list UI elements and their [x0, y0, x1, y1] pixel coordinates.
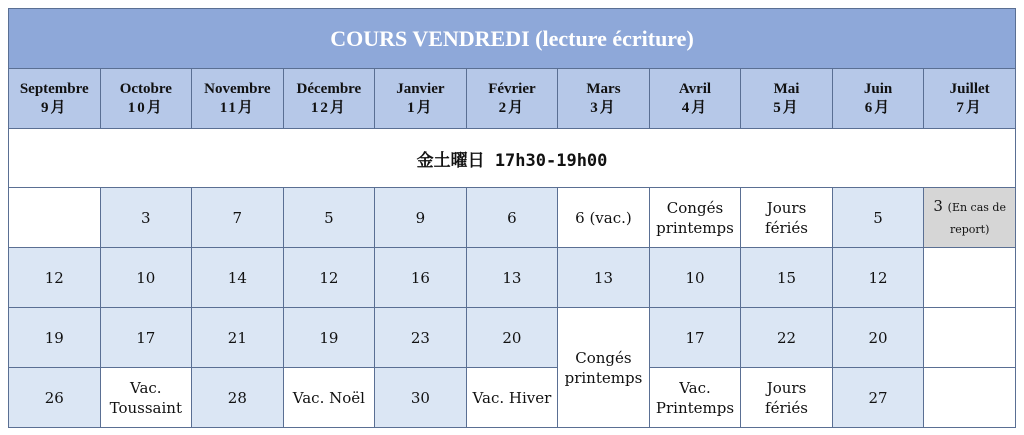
table-cell: 12 [9, 248, 101, 308]
table-cell: 13 [558, 248, 650, 308]
month-number: 3月 [590, 99, 617, 116]
table-cell: 10 [649, 248, 741, 308]
month-number: 6月 [864, 99, 892, 116]
month-header-mai [741, 69, 833, 129]
month-number: 10月 [127, 99, 164, 116]
table-cell: 9 [375, 188, 467, 248]
month-header-fevrier [466, 69, 558, 129]
table-cell: 27 [832, 368, 924, 428]
table-cell: Vac. Noël [283, 368, 375, 428]
report-note: (En cas de report) [947, 200, 1006, 236]
table-cell: 23 [375, 308, 467, 368]
table-cell: 17 [649, 308, 741, 368]
table-cell-merged: Congés printemps [558, 308, 650, 428]
month-number: 1月 [407, 99, 434, 116]
table-cell: 16 [375, 248, 467, 308]
table-cell: 20 [466, 308, 558, 368]
table-cell: 26 [9, 368, 101, 428]
table-row [9, 188, 1016, 248]
month-header-septembre [9, 69, 101, 129]
table-cell: Vac. Toussaint [100, 368, 192, 428]
table-cell: 22 [741, 308, 833, 368]
table-cell: 12 [283, 248, 375, 308]
table-cell: 6 (vac.) [558, 188, 650, 248]
month-header-decembre [283, 69, 375, 129]
table-row [9, 248, 1016, 308]
time-slot: 金土曜日 17h30-19h00 [9, 129, 1016, 188]
month-header-octobre [100, 69, 192, 129]
month-name: Décembre [296, 80, 362, 97]
table-cell [9, 188, 101, 248]
schedule-table [8, 8, 1016, 428]
table-cell: 14 [192, 248, 284, 308]
schedule-sheet [8, 8, 1016, 427]
month-name: Mai [773, 80, 800, 97]
table-row [9, 308, 1016, 368]
month-name: Juin [863, 80, 893, 97]
table-cell: 3 [100, 188, 192, 248]
month-header-janvier [375, 69, 467, 129]
table-cell: 19 [283, 308, 375, 368]
table-cell: 5 [832, 188, 924, 248]
month-name: Juillet [949, 80, 990, 97]
table-cell: Jours fériés [741, 368, 833, 428]
month-number: 7月 [956, 99, 983, 116]
table-cell: Vac. Printemps [649, 368, 741, 428]
month-header-juin [832, 69, 924, 129]
table-cell: 10 [100, 248, 192, 308]
report-date: 3 [933, 196, 943, 215]
month-name: Novembre [204, 80, 271, 97]
table-cell: 28 [192, 368, 284, 428]
table-cell: 21 [192, 308, 284, 368]
month-name: Octobre [119, 80, 172, 97]
table-cell [924, 248, 1016, 308]
table-cell [924, 308, 1016, 368]
month-header-mars [558, 69, 650, 129]
table-cell: 6 [466, 188, 558, 248]
table-cell: 12 [832, 248, 924, 308]
table-cell: 5 [283, 188, 375, 248]
month-name: Février [488, 80, 536, 97]
table-row [9, 368, 1016, 428]
month-header-row [9, 69, 1016, 129]
table-title: COURS VENDREDI (lecture écriture) [9, 9, 1016, 69]
table-cell: 19 [9, 308, 101, 368]
table-cell: 13 [466, 248, 558, 308]
table-cell: 7 [192, 188, 284, 248]
month-name: Janvier [396, 80, 445, 97]
month-name: Avril [678, 80, 712, 97]
month-number: 2月 [498, 99, 526, 116]
month-number: 11月 [219, 99, 255, 116]
table-cell: Congés printemps [649, 188, 741, 248]
title-row [9, 9, 1016, 69]
table-cell [924, 188, 1016, 248]
month-header-novembre [192, 69, 284, 129]
table-cell: Jours fériés [741, 188, 833, 248]
table-cell: 17 [100, 308, 192, 368]
month-number: 9月 [41, 99, 68, 116]
table-cell: Vac. Hiver [466, 368, 558, 428]
table-cell: 30 [375, 368, 467, 428]
month-header-juillet [924, 69, 1016, 129]
table-cell [924, 368, 1016, 428]
time-slot-row [9, 129, 1016, 188]
month-name: Mars [586, 80, 621, 97]
month-number: 12月 [310, 99, 347, 116]
month-number: 5月 [773, 99, 800, 116]
month-number: 4月 [681, 99, 709, 116]
month-header-avril [649, 69, 741, 129]
table-cell: 15 [741, 248, 833, 308]
month-name: Septembre [19, 80, 89, 97]
table-cell: 20 [832, 308, 924, 368]
